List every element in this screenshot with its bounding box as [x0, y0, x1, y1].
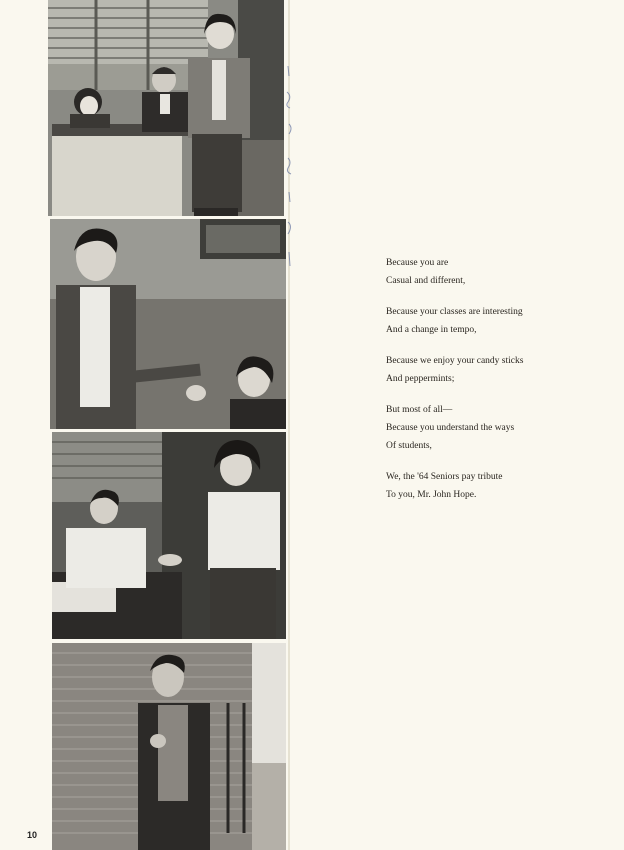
photo-handing-candy [50, 219, 286, 429]
poem-line: Casual and different, [386, 276, 466, 286]
tribute-poem [386, 254, 606, 517]
poem-line: To you, Mr. John Hope. [386, 490, 477, 500]
poem-line: Because you understand the ways [386, 423, 515, 433]
page-number: 10 [27, 830, 38, 840]
poem-line: Because you are [386, 258, 449, 268]
poem-line: Of students, [386, 441, 432, 451]
photo-teacher-at-desk [52, 432, 286, 639]
poem-line: And a change in tempo, [386, 325, 477, 335]
poem-line: But most of all— [386, 405, 453, 415]
poem-stanza [386, 401, 606, 455]
handwritten-mark [283, 62, 297, 272]
poem-line: We, the '64 Seniors pay tribute [386, 472, 503, 482]
photo-classroom-desk [48, 0, 284, 216]
poem-stanza [386, 468, 606, 504]
poem-line: Because your classes are interesting [386, 307, 523, 317]
poem-stanza [386, 303, 606, 339]
poem-line: Because we enjoy your candy sticks [386, 356, 524, 366]
poem-stanza [386, 352, 606, 388]
poem-line: And peppermints; [386, 374, 455, 384]
poem-stanza [386, 254, 606, 290]
photo-brick-wall [52, 643, 286, 850]
